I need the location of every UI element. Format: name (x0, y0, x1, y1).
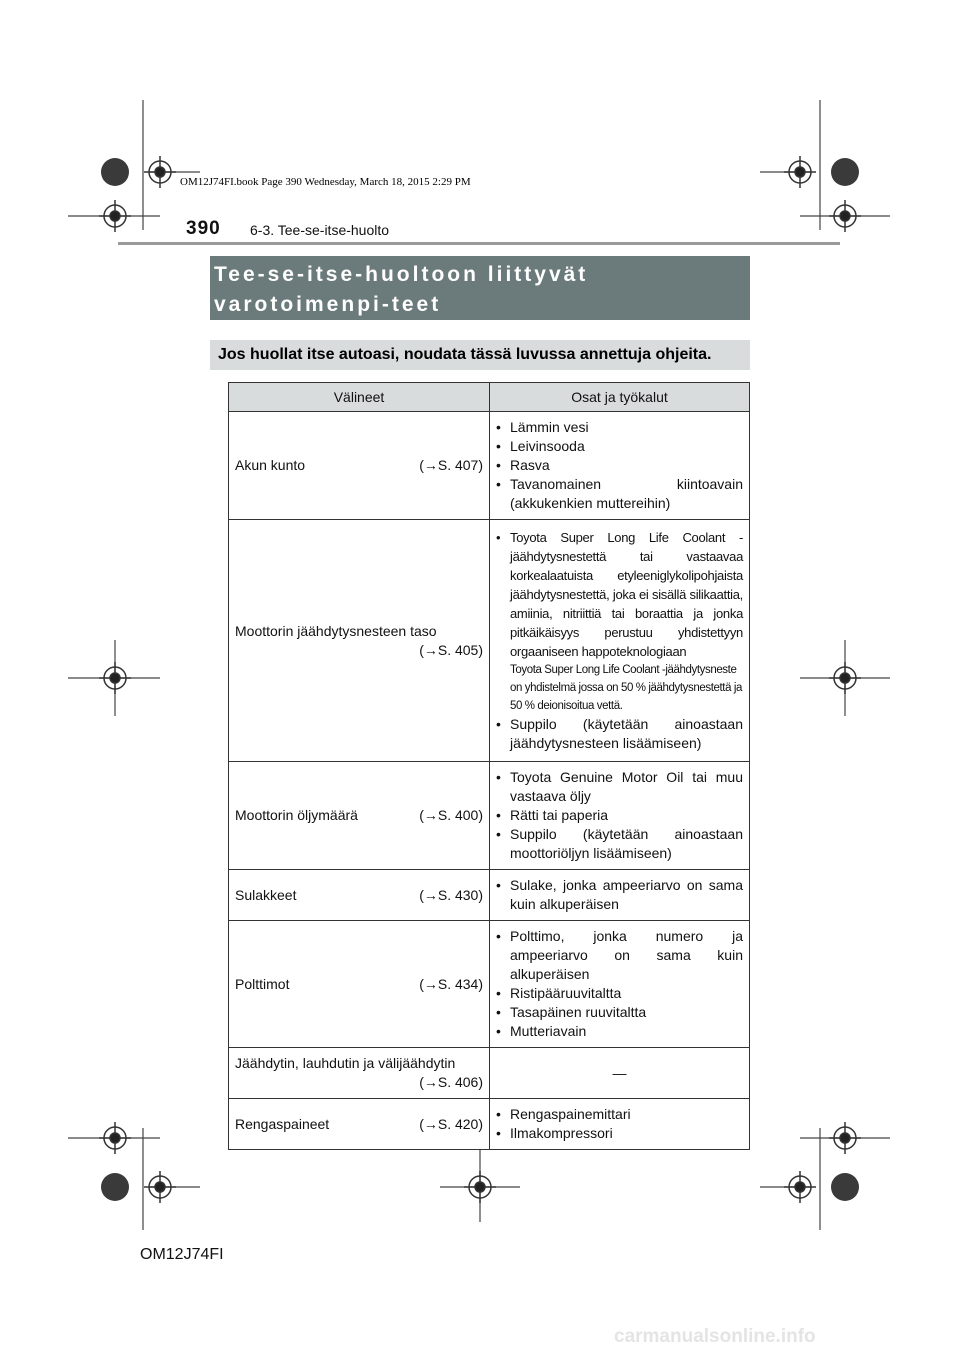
table-row (229, 520, 750, 762)
list-item: • Toyota Genuine Motor Oil tai muu vastaava öljy (496, 768, 743, 806)
table-row (229, 1048, 750, 1099)
table-row (229, 762, 750, 870)
item-cell (229, 870, 490, 921)
tools-table (228, 382, 750, 1150)
item-cell (229, 412, 490, 520)
parts-cell (490, 412, 750, 520)
parts-cell (490, 762, 750, 870)
page-reference: (→S. 434) (419, 975, 483, 992)
list-item: • Leivinsooda (496, 437, 743, 456)
list-item: • Suppilo (käytetään ainoastaan moottoriöljyn lisäämiseen) (496, 825, 743, 863)
page-reference: (→S. 405) (419, 641, 483, 658)
page-reference: (→S. 406) (419, 1074, 483, 1090)
item-label: Moottorin jäähdytysnesteen taso (235, 622, 437, 639)
parts-cell: — (490, 1048, 750, 1099)
list-item: • Tasapäinen ruuvitaltta (496, 1003, 743, 1022)
table-row (229, 870, 750, 921)
item-label: Akun kunto (235, 457, 306, 473)
table-row (229, 1099, 750, 1150)
item-label: Rengaspaineet (235, 1115, 330, 1132)
table-row (229, 921, 750, 1048)
item-cell (229, 520, 490, 762)
item-label: Jäähdytin, lauhdutin ja välijäähdytin (235, 1055, 456, 1071)
parts-cell (490, 1099, 750, 1150)
print-header: OM12J74FI.book Page 390 Wednesday, March 18, 2015 2:29 PM (180, 176, 471, 188)
item-cell (229, 762, 490, 870)
list-item: • Mutteriavain (496, 1022, 743, 1041)
parts-cell (490, 520, 750, 762)
table-row (229, 412, 750, 520)
parts-cell (490, 921, 750, 1048)
item-cell (229, 1048, 490, 1099)
list-item: • Rengaspainemittari (496, 1105, 743, 1124)
page-reference: (→S. 407) (419, 457, 483, 473)
list-item: • Ristipääruuvitaltta (496, 984, 743, 1003)
page-title: Tee-se-itse-huoltoon liittyvät varotoimenpi-teet (214, 263, 589, 316)
list-item: • Tavanomainen kiintoavain (akkukenkien muttereihin) (496, 475, 743, 513)
list-item: • Rasva (496, 456, 743, 475)
page-number: 390 (186, 218, 221, 239)
header-cell: Osat ja työkalut (490, 383, 750, 412)
list-item: • Ilmakompressori (496, 1124, 743, 1143)
manual-code: OM12J74FI (140, 1246, 224, 1263)
list-item: • Sulake, jonka ampeeriarvo on sama kuin alkuperäisen (496, 876, 743, 914)
watermark: carmanualsonline.info (614, 1326, 816, 1347)
page-reference: (→S. 430) (419, 886, 483, 903)
table-header-row (229, 383, 750, 412)
item-label: Polttimot (235, 975, 290, 992)
page-reference: (→S. 400) (419, 807, 483, 823)
header-cell: Välineet (229, 383, 490, 412)
item-cell (229, 921, 490, 1048)
list-item: • Suppilo (käytetään ainoastaan jäähdytysnesteen lisäämiseen) (496, 715, 743, 753)
item-cell (229, 1099, 490, 1150)
intro-text: Jos huollat itse autoasi, noudata tässä luvussa annettuja ohjeita. (218, 346, 712, 363)
list-item: • Polttimo, jonka numero ja ampeeriarvo on sama kuin alkuperäisen (496, 927, 743, 984)
section-label: 6-3. Tee-se-itse-huolto (250, 222, 390, 238)
coolant-note: Toyota Super Long Life Coolant -jäähdytysneste on yhdistelmä jossa on 50 % jäähdytysnestettä ja 50 % deionisoitua vettä. (510, 664, 743, 712)
item-label: Sulakkeet (235, 886, 297, 903)
list-item: • Toyota Super Long Life Coolant -jäähdytysnestettä tai vastaavaa korkealaatuista etyleeniglykolipohjaista jäähdytysnestettä, joka ei sisällä silikaattia, amiinia, nitriittiä tai boraattia ja jonka pitkäikäisyys perustuu yhdistettyyn orgaaniseen happoteknologiaan (496, 528, 743, 661)
item-label: Moottorin öljymäärä (235, 807, 358, 823)
parts-cell (490, 870, 750, 921)
list-item: • Lämmin vesi (496, 418, 743, 437)
list-item: • Rätti tai paperia (496, 806, 743, 825)
page-reference: (→S. 420) (419, 1115, 483, 1132)
header-rule (118, 242, 840, 245)
